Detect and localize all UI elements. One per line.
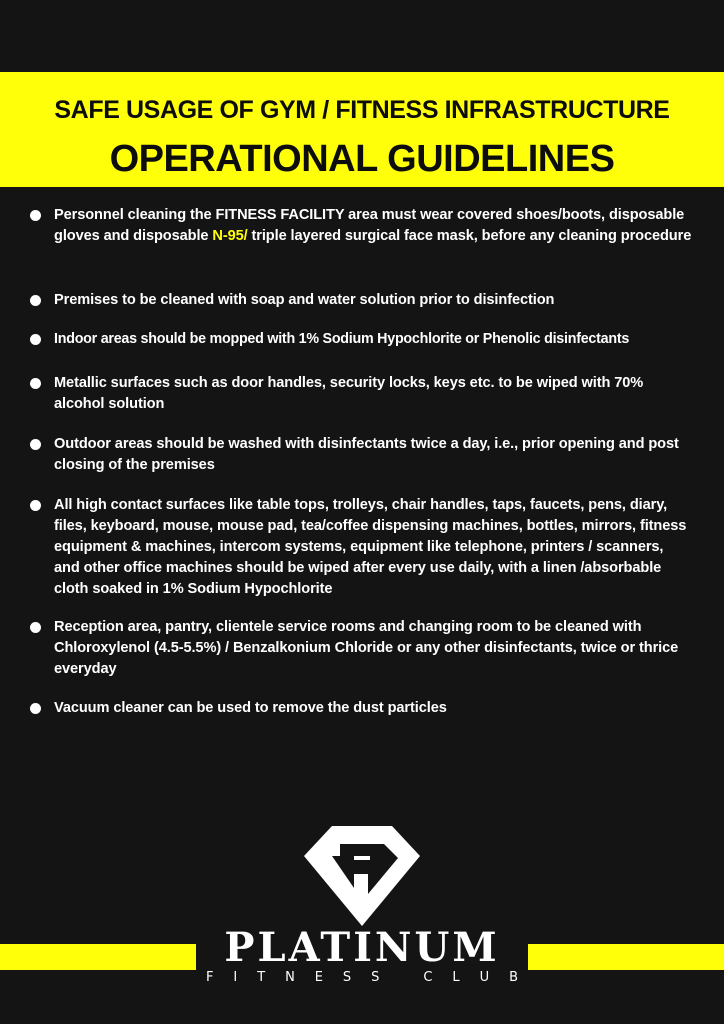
- list-item-text: Indoor areas should be mopped with 1% Sodium Hypochlorite or Phenolic disinfectants: [54, 331, 630, 347]
- brand-tagline-letter: T: [257, 970, 266, 985]
- brand-tagline: [206, 970, 518, 985]
- brand-tagline-letter: I: [233, 970, 238, 985]
- bullet-icon: [30, 622, 41, 633]
- brand-tagline-letter: U: [479, 970, 490, 985]
- bullet-icon: [30, 378, 41, 389]
- brand-tagline-letter: E: [314, 970, 323, 985]
- bullet-icon: [30, 703, 41, 714]
- list-item-text-part: Personnel cleaning the FITNESS FACILITY area must wear covered shoes/boots, disposable gloves and disposable: [54, 207, 685, 244]
- bullet-icon: [30, 500, 41, 511]
- list-item-text: Premises to be cleaned with soap and water solution prior to disinfection: [54, 292, 555, 308]
- page-title: OPERATIONAL GUIDELINES: [109, 138, 615, 180]
- brand-tagline-letter: S: [371, 970, 380, 985]
- bullet-icon: [30, 210, 41, 221]
- list-item-text: Reception area, pantry, clientele service rooms and changing room to be cleaned with Chloroxylenol (4.5-5.5%) / Benzalkonium Chloride or any other disinfectants, twice or thrice everyday: [54, 619, 679, 677]
- bullet-icon: [30, 334, 41, 345]
- list-item-text: [54, 205, 720, 247]
- brand-tagline-letter: L: [452, 970, 460, 985]
- platinum-diamond-logo-icon: [304, 826, 420, 926]
- list-item-text: All high contact surfaces like table tops, trolleys, chair handles, taps, faucets, pens, diary, files, keyboard, mouse, mouse pad, tea/coffee dispensing machines, bottles, mirrors, fitness equipment & machines, intercom systems, equipment like telephone, printers / scanners, and other office machines should be wiped after every use daily, with a linen /absorbable cloth soaked in 1% Sodium Hypochlorite: [54, 497, 687, 597]
- brand-tagline-letter: F: [206, 970, 214, 985]
- bullet-icon: [30, 295, 41, 306]
- list-item-text: Vacuum cleaner can be used to remove the dust particles: [54, 700, 447, 716]
- brand-tagline-letter: S: [342, 970, 352, 985]
- bullet-icon: [30, 439, 41, 450]
- highlight-text: N-95/: [212, 228, 248, 244]
- page-subtitle: SAFE USAGE OF GYM / FITNESS INFRASTRUCTURE: [54, 96, 670, 124]
- title-banner: [0, 72, 724, 187]
- brand-tagline-letter: C: [423, 970, 433, 985]
- list-item-text: Metallic surfaces such as door handles, security locks, keys etc. to be wiped with 70% alcohol solution: [54, 375, 644, 412]
- list-item-text: Outdoor areas should be washed with disinfectants twice a day, i.e., prior opening and post closing of the premises: [54, 436, 679, 473]
- brand-tagline-letter: B: [509, 970, 518, 985]
- brand-tagline-letter: [399, 970, 403, 985]
- list-item-text-part: triple layered surgical face mask, before any cleaning procedure: [247, 228, 692, 244]
- brand-name: PLATINUM: [224, 924, 500, 971]
- brand-tagline-letter: N: [285, 970, 295, 985]
